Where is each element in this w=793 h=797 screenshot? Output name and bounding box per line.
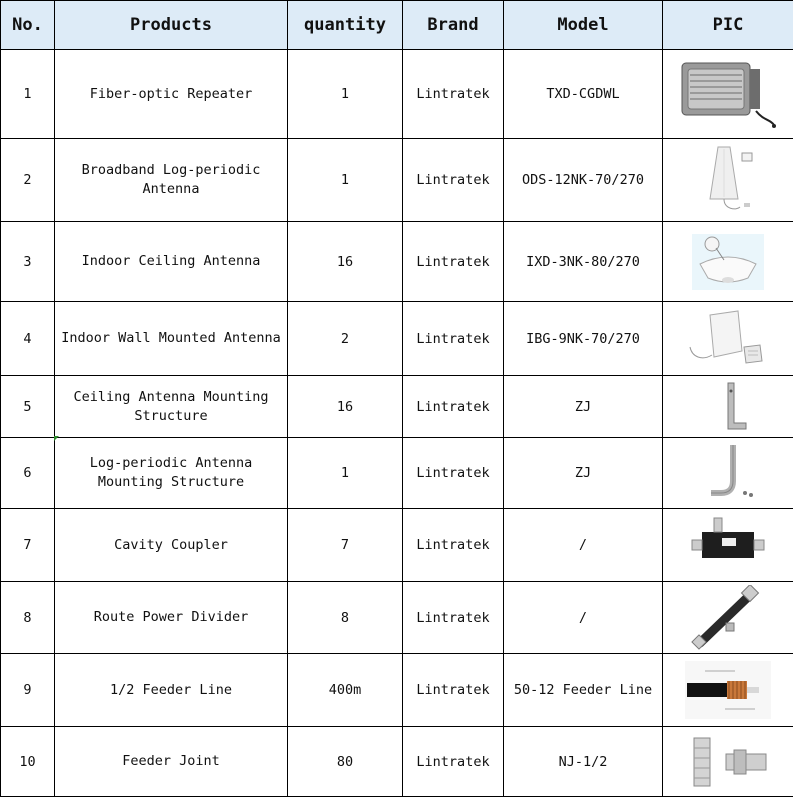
cell-model: TXD-CGDWL	[504, 50, 663, 139]
cell-quantity: 2	[288, 302, 403, 376]
cell-brand: Lintratek	[403, 302, 504, 376]
cell-quantity: 7	[288, 509, 403, 582]
cell-product: Ceiling Antenna Mounting Structure	[55, 376, 288, 438]
cell-brand: Lintratek	[403, 509, 504, 582]
cell-model: /	[504, 509, 663, 582]
header-no: No.	[1, 1, 55, 50]
repeater-box-image	[678, 55, 778, 133]
cell-pic	[663, 582, 793, 654]
cell-no: 2	[1, 139, 55, 222]
cell-no: 7	[1, 509, 55, 582]
power-divider-image	[688, 585, 768, 651]
cell-pic	[663, 727, 793, 797]
cell-pic	[663, 302, 793, 376]
table-row	[1, 438, 793, 509]
cell-comment-marker	[54, 436, 59, 441]
cell-model: 50-12 Feeder Line	[504, 654, 663, 727]
cell-pic	[663, 139, 793, 222]
cell-pic	[663, 654, 793, 727]
cell-quantity: 1	[288, 438, 403, 509]
header-pic: PIC	[663, 1, 793, 50]
wall-panel-antenna-image	[682, 307, 774, 371]
cell-product: Feeder Joint	[55, 727, 288, 797]
cell-product: Log-periodic Antenna Mounting Structure	[55, 438, 288, 509]
cell-quantity: 16	[288, 376, 403, 438]
cell-no: 6	[1, 438, 55, 509]
cell-product: Cavity Coupler	[55, 509, 288, 582]
cell-product: Indoor Wall Mounted Antenna	[55, 302, 288, 376]
cell-pic	[663, 509, 793, 582]
cell-model: IXD-3NK-80/270	[504, 222, 663, 302]
cell-quantity: 16	[288, 222, 403, 302]
cell-product: Indoor Ceiling Antenna	[55, 222, 288, 302]
cell-model: IBG-9NK-70/270	[504, 302, 663, 376]
header-row	[1, 1, 793, 50]
cell-model: /	[504, 582, 663, 654]
cell-pic	[663, 222, 793, 302]
header-products: Products	[55, 1, 288, 50]
cell-quantity: 8	[288, 582, 403, 654]
cell-quantity: 1	[288, 139, 403, 222]
cell-no: 9	[1, 654, 55, 727]
table-row	[1, 139, 793, 222]
table-row	[1, 376, 793, 438]
table-row	[1, 509, 793, 582]
cell-product: Broadband Log-periodic Antenna	[55, 139, 288, 222]
header-brand: Brand	[403, 1, 504, 50]
header-quantity: quantity	[288, 1, 403, 50]
cell-model: ZJ	[504, 438, 663, 509]
ceiling-bracket-image	[698, 379, 758, 435]
feeder-cable-image	[685, 661, 771, 719]
cell-brand: Lintratek	[403, 376, 504, 438]
j-bracket-image	[693, 441, 763, 505]
cell-no: 8	[1, 582, 55, 654]
header-model: Model	[504, 1, 663, 50]
cell-model: NJ-1/2	[504, 727, 663, 797]
cell-brand: Lintratek	[403, 438, 504, 509]
cell-brand: Lintratek	[403, 727, 504, 797]
cell-product: Route Power Divider	[55, 582, 288, 654]
table-row	[1, 50, 793, 139]
cell-product: Fiber-optic Repeater	[55, 50, 288, 139]
cell-model: ODS-12NK-70/270	[504, 139, 663, 222]
cell-model: ZJ	[504, 376, 663, 438]
cell-brand: Lintratek	[403, 654, 504, 727]
cell-brand: Lintratek	[403, 582, 504, 654]
cell-brand: Lintratek	[403, 139, 504, 222]
ceiling-antenna-image	[688, 230, 768, 294]
table-row	[1, 654, 793, 727]
cell-no: 1	[1, 50, 55, 139]
table-row	[1, 727, 793, 797]
cell-no: 4	[1, 302, 55, 376]
cell-no: 3	[1, 222, 55, 302]
cell-pic	[663, 376, 793, 438]
log-periodic-antenna-image	[688, 143, 768, 217]
cell-brand: Lintratek	[403, 222, 504, 302]
cell-product: 1/2 Feeder Line	[55, 654, 288, 727]
table-row	[1, 222, 793, 302]
n-connector-image	[682, 732, 774, 792]
cell-quantity: 400m	[288, 654, 403, 727]
table-row	[1, 302, 793, 376]
cell-no: 5	[1, 376, 55, 438]
cell-quantity: 80	[288, 727, 403, 797]
table-row	[1, 582, 793, 654]
cell-pic	[663, 50, 793, 139]
cell-no: 10	[1, 727, 55, 797]
cell-pic	[663, 438, 793, 509]
cell-brand: Lintratek	[403, 50, 504, 139]
cell-quantity: 1	[288, 50, 403, 139]
cavity-coupler-image	[688, 512, 768, 578]
